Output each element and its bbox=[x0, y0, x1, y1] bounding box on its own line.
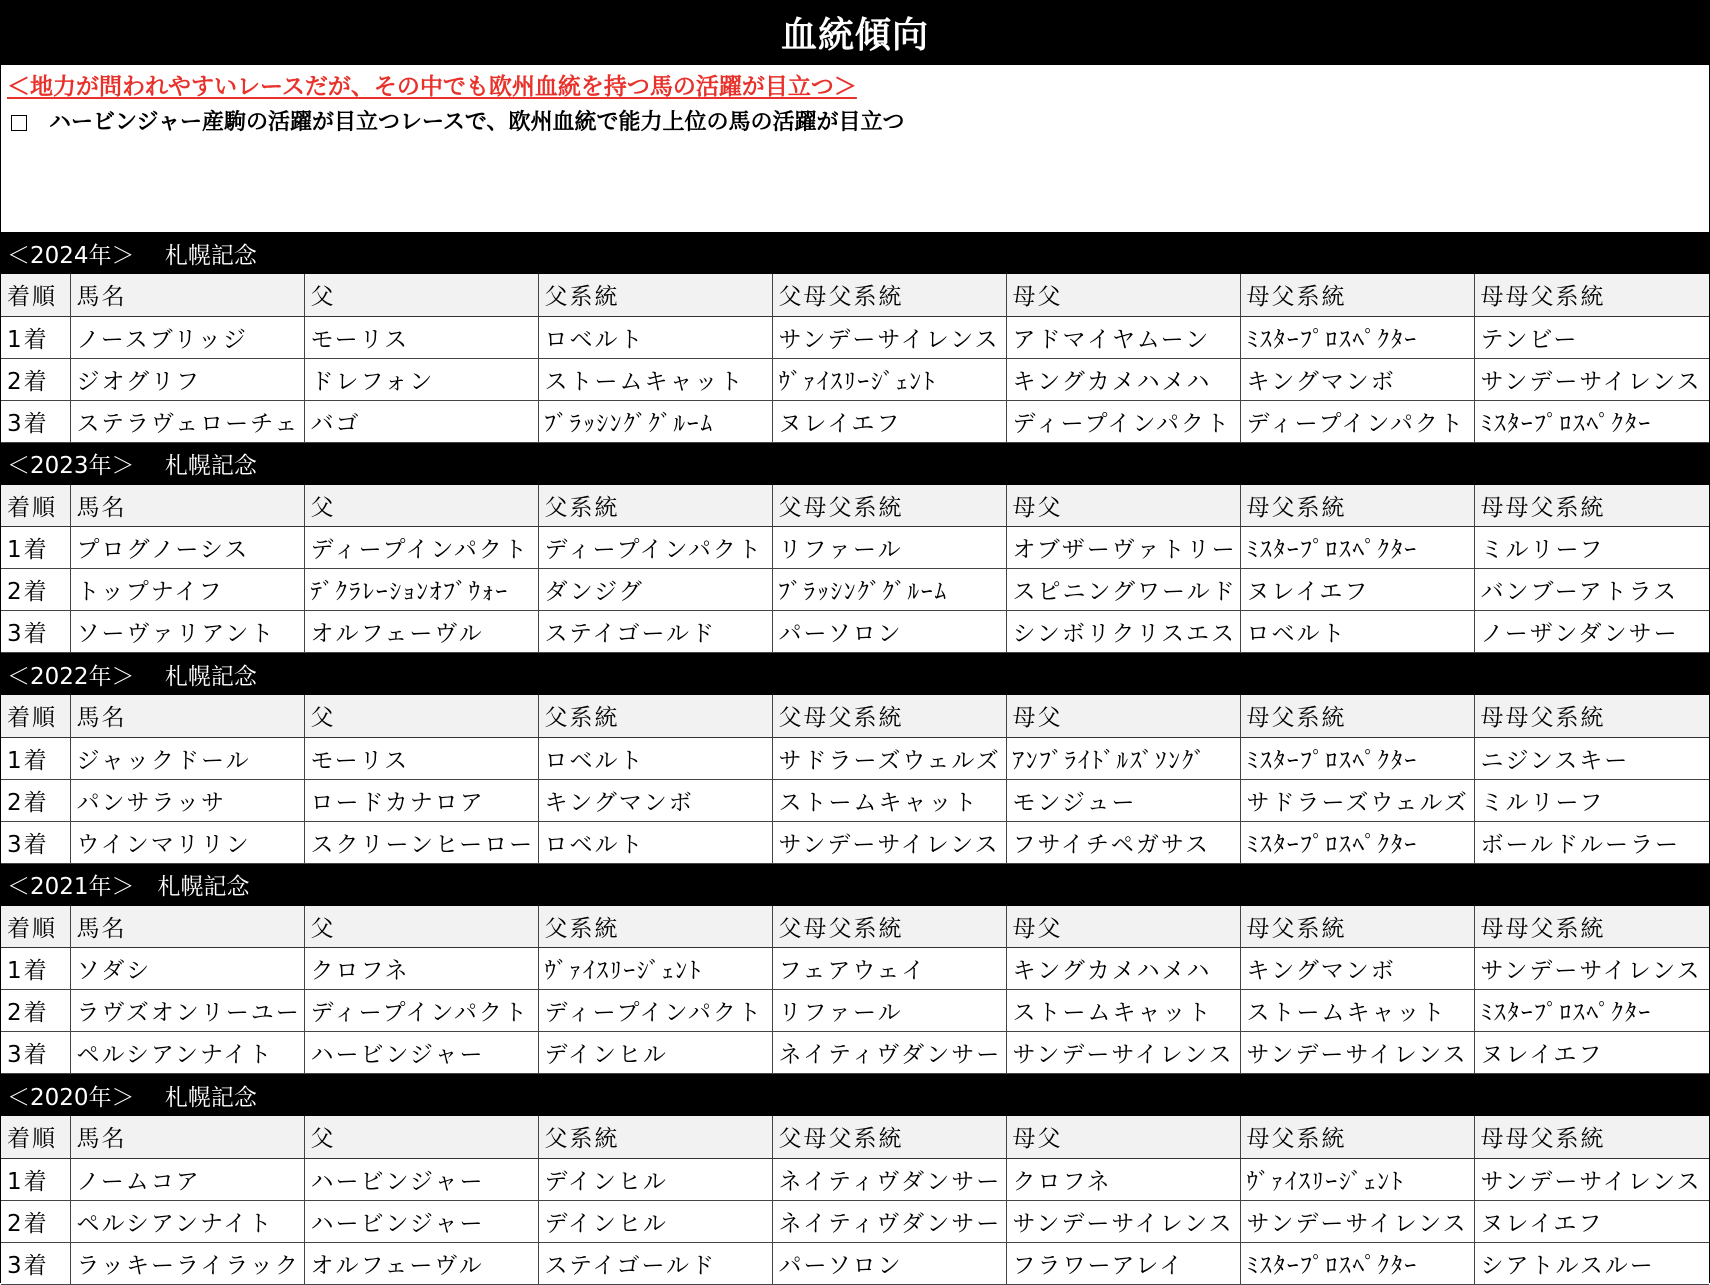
table-cell: 1着 bbox=[1, 527, 70, 569]
table-cell: ﾐｽﾀｰﾌﾟﾛｽﾍﾟｸﾀｰ bbox=[1240, 316, 1474, 358]
table-cell: デインヒル bbox=[538, 1032, 772, 1074]
column-header: 父母父系統 bbox=[772, 1116, 1006, 1158]
column-header: 父系統 bbox=[538, 274, 772, 316]
table-cell: サンデーサイレンス bbox=[1006, 1032, 1240, 1074]
table-cell: キングマンボ bbox=[1240, 948, 1474, 990]
table-cell: 1着 bbox=[1, 1158, 70, 1200]
table-row bbox=[1, 737, 1709, 779]
table-cell: ヌレイエフ bbox=[772, 400, 1006, 442]
column-header: 父 bbox=[304, 274, 538, 316]
table-cell: フサイチペガサス bbox=[1006, 821, 1240, 863]
table-row bbox=[1, 1200, 1709, 1242]
table-cell: クロフネ bbox=[304, 948, 538, 990]
checkbox-icon bbox=[11, 115, 27, 131]
table-cell: ミルリーフ bbox=[1474, 779, 1709, 821]
column-header: 母母父系統 bbox=[1474, 695, 1709, 737]
table-cell: サンデーサイレンス bbox=[1240, 1200, 1474, 1242]
column-header: 着順 bbox=[1, 274, 70, 316]
column-header: 馬名 bbox=[70, 1116, 304, 1158]
table-cell: サンデーサイレンス bbox=[1240, 1032, 1474, 1074]
table-cell: リファール bbox=[772, 990, 1006, 1032]
table-row bbox=[1, 990, 1709, 1032]
table-cell: パーソロン bbox=[772, 611, 1006, 653]
table-cell: ディープインパクト bbox=[538, 527, 772, 569]
table-cell: アドマイヤムーン bbox=[1006, 316, 1240, 358]
table-cell: バゴ bbox=[304, 400, 538, 442]
table-row bbox=[1, 611, 1709, 653]
table-row bbox=[1, 1242, 1709, 1284]
table-cell: ノーザンダンサー bbox=[1474, 611, 1709, 653]
table-cell: サンデーサイレンス bbox=[1474, 1158, 1709, 1200]
table-header-row bbox=[1, 695, 1709, 737]
table-cell: ロベルト bbox=[538, 316, 772, 358]
table-row bbox=[1, 316, 1709, 358]
table-cell: プログノーシス bbox=[70, 527, 304, 569]
table-cell: サドラーズウェルズ bbox=[772, 737, 1006, 779]
table-cell: ﾃﾞｸﾗﾚｰｼｮﾝｵﾌﾞｳｫｰ bbox=[304, 569, 538, 611]
table-row bbox=[1, 527, 1709, 569]
table-cell: キングマンボ bbox=[1240, 358, 1474, 400]
table-header-row bbox=[1, 906, 1709, 948]
table-cell: ネイティヴダンサー bbox=[772, 1200, 1006, 1242]
table-cell: オブザーヴァトリー bbox=[1006, 527, 1240, 569]
column-header: 母父系統 bbox=[1240, 695, 1474, 737]
section-header: ＜2024年＞ 札幌記念 bbox=[1, 232, 1709, 274]
results-table bbox=[1, 1116, 1709, 1285]
table-cell: ﾐｽﾀｰﾌﾟﾛｽﾍﾟｸﾀｰ bbox=[1240, 527, 1474, 569]
table-cell: オルフェーヴル bbox=[304, 1242, 538, 1284]
results-table bbox=[1, 695, 1709, 864]
table-cell: スクリーンヒーロー bbox=[304, 821, 538, 863]
column-header: 母父 bbox=[1006, 1116, 1240, 1158]
table-cell: ネイティヴダンサー bbox=[772, 1158, 1006, 1200]
table-cell: 2着 bbox=[1, 779, 70, 821]
table-row bbox=[1, 779, 1709, 821]
table-cell: 3着 bbox=[1, 400, 70, 442]
table-row bbox=[1, 569, 1709, 611]
column-header: 父 bbox=[304, 1116, 538, 1158]
column-header: 母父系統 bbox=[1240, 274, 1474, 316]
table-cell: ｳﾞｧｲｽﾘｰｼﾞｪﾝﾄ bbox=[1240, 1158, 1474, 1200]
column-header: 母父系統 bbox=[1240, 1116, 1474, 1158]
table-cell: フェアウェイ bbox=[772, 948, 1006, 990]
table-cell: 1着 bbox=[1, 316, 70, 358]
table-cell: バンブーアトラス bbox=[1474, 569, 1709, 611]
table-cell: キングカメハメハ bbox=[1006, 358, 1240, 400]
column-header: 父 bbox=[304, 485, 538, 527]
column-header: 母母父系統 bbox=[1474, 485, 1709, 527]
table-cell: ステラヴェローチェ bbox=[70, 400, 304, 442]
table-cell: ニジンスキー bbox=[1474, 737, 1709, 779]
table-cell: ネイティヴダンサー bbox=[772, 1032, 1006, 1074]
table-cell: ストームキャット bbox=[538, 358, 772, 400]
column-header: 母母父系統 bbox=[1474, 274, 1709, 316]
table-cell: デインヒル bbox=[538, 1158, 772, 1200]
table-cell: サンデーサイレンス bbox=[1474, 358, 1709, 400]
table-cell: 2着 bbox=[1, 569, 70, 611]
table-cell: ﾐｽﾀｰﾌﾟﾛｽﾍﾟｸﾀｰ bbox=[1240, 1242, 1474, 1284]
column-header: 母父系統 bbox=[1240, 485, 1474, 527]
table-cell: ディープインパクト bbox=[304, 990, 538, 1032]
page-title-text: 血統傾向 bbox=[780, 15, 929, 56]
table-cell: ウインマリリン bbox=[70, 821, 304, 863]
table-cell: パーソロン bbox=[772, 1242, 1006, 1284]
table-cell: ﾐｽﾀｰﾌﾟﾛｽﾍﾟｸﾀｰ bbox=[1474, 400, 1709, 442]
results-table bbox=[1, 906, 1709, 1075]
table-cell: ヌレイエフ bbox=[1240, 569, 1474, 611]
table-cell: ﾐｽﾀｰﾌﾟﾛｽﾍﾟｸﾀｰ bbox=[1474, 990, 1709, 1032]
column-header: 母父 bbox=[1006, 906, 1240, 948]
table-header-row bbox=[1, 274, 1709, 316]
column-header: 着順 bbox=[1, 906, 70, 948]
column-header: 父母父系統 bbox=[772, 274, 1006, 316]
table-cell: ロベルト bbox=[538, 737, 772, 779]
column-header: 母父 bbox=[1006, 485, 1240, 527]
table-cell: モーリス bbox=[304, 737, 538, 779]
table-cell: モンジュー bbox=[1006, 779, 1240, 821]
table-cell: 3着 bbox=[1, 821, 70, 863]
column-header: 馬名 bbox=[70, 485, 304, 527]
table-cell: 3着 bbox=[1, 1242, 70, 1284]
table-cell: 3着 bbox=[1, 611, 70, 653]
note-text: ハービンジャー産駒の活躍が目立つレースで、欧州血統で能力上位の馬の活躍が目立つ bbox=[49, 110, 905, 135]
table-cell: ｱﾝﾌﾞﾗｲﾄﾞﾙｽﾞｿﾝｸﾞ bbox=[1006, 737, 1240, 779]
table-cell: テンビー bbox=[1474, 316, 1709, 358]
table-cell: ﾐｽﾀｰﾌﾟﾛｽﾍﾟｸﾀｰ bbox=[1240, 737, 1474, 779]
column-header: 父系統 bbox=[538, 485, 772, 527]
table-cell: ｳﾞｧｲｽﾘｰｼﾞｪﾝﾄ bbox=[538, 948, 772, 990]
table-cell: ﾌﾞﾗｯｼﾝｸﾞｸﾞﾙｰﾑ bbox=[772, 569, 1006, 611]
column-header: 父母父系統 bbox=[772, 695, 1006, 737]
column-header: 馬名 bbox=[70, 274, 304, 316]
column-header: 父系統 bbox=[538, 695, 772, 737]
table-cell: デインヒル bbox=[538, 1200, 772, 1242]
table-cell: ラッキーライラック bbox=[70, 1242, 304, 1284]
intro-panel bbox=[1, 65, 1709, 232]
table-cell: クロフネ bbox=[1006, 1158, 1240, 1200]
table-cell: サンデーサイレンス bbox=[772, 316, 1006, 358]
column-header: 父系統 bbox=[538, 1116, 772, 1158]
table-row bbox=[1, 1158, 1709, 1200]
table-cell: ロードカナロア bbox=[304, 779, 538, 821]
column-header: 馬名 bbox=[70, 906, 304, 948]
table-cell: ロベルト bbox=[1240, 611, 1474, 653]
table-cell: ジャックドール bbox=[70, 737, 304, 779]
column-header: 母母父系統 bbox=[1474, 906, 1709, 948]
table-cell: 2着 bbox=[1, 1200, 70, 1242]
table-cell: ﾌﾞﾗｯｼﾝｸﾞｸﾞﾙｰﾑ bbox=[538, 400, 772, 442]
page-title bbox=[1, 0, 1709, 65]
table-cell: ノームコア bbox=[70, 1158, 304, 1200]
table-cell: リファール bbox=[772, 527, 1006, 569]
table-cell: ハービンジャー bbox=[304, 1158, 538, 1200]
table-cell: キングマンボ bbox=[538, 779, 772, 821]
table-cell: ハービンジャー bbox=[304, 1032, 538, 1074]
table-row bbox=[1, 821, 1709, 863]
table-cell: フラワーアレイ bbox=[1006, 1242, 1240, 1284]
table-cell: キングカメハメハ bbox=[1006, 948, 1240, 990]
table-cell: ｳﾞｧｲｽﾘｰｼﾞｪﾝﾄ bbox=[772, 358, 1006, 400]
results-table bbox=[1, 274, 1709, 443]
column-header: 着順 bbox=[1, 1116, 70, 1158]
table-cell: ステイゴールド bbox=[538, 1242, 772, 1284]
table-cell: ストームキャット bbox=[1240, 990, 1474, 1032]
column-header: 母父 bbox=[1006, 274, 1240, 316]
table-cell: シンボリクリスエス bbox=[1006, 611, 1240, 653]
column-header: 母父系統 bbox=[1240, 906, 1474, 948]
table-cell: 1着 bbox=[1, 948, 70, 990]
note-line bbox=[7, 105, 1703, 141]
table-cell: ヌレイエフ bbox=[1474, 1032, 1709, 1074]
table-cell: ノースブリッジ bbox=[70, 316, 304, 358]
table-cell: 1着 bbox=[1, 737, 70, 779]
column-header: 父母父系統 bbox=[772, 485, 1006, 527]
table-cell: ソーヴァリアント bbox=[70, 611, 304, 653]
table-cell: 2着 bbox=[1, 358, 70, 400]
column-header: 着順 bbox=[1, 695, 70, 737]
table-row bbox=[1, 358, 1709, 400]
table-cell: ディープインパクト bbox=[538, 990, 772, 1032]
table-cell: サンデーサイレンス bbox=[1474, 948, 1709, 990]
column-header: 父母父系統 bbox=[772, 906, 1006, 948]
results-table bbox=[1, 485, 1709, 654]
table-row bbox=[1, 1032, 1709, 1074]
table-cell: サンデーサイレンス bbox=[772, 821, 1006, 863]
table-cell: オルフェーヴル bbox=[304, 611, 538, 653]
table-cell: ディープインパクト bbox=[1240, 400, 1474, 442]
column-header: 父 bbox=[304, 906, 538, 948]
table-row bbox=[1, 948, 1709, 990]
table-cell: ソダシ bbox=[70, 948, 304, 990]
table-cell: スピニングワールド bbox=[1006, 569, 1240, 611]
column-header: 父 bbox=[304, 695, 538, 737]
table-cell: ディープインパクト bbox=[1006, 400, 1240, 442]
column-header: 母父 bbox=[1006, 695, 1240, 737]
section-header: ＜2023年＞ 札幌記念 bbox=[1, 443, 1709, 485]
section-header: ＜2020年＞ 札幌記念 bbox=[1, 1074, 1709, 1116]
table-cell: ディープインパクト bbox=[304, 527, 538, 569]
table-cell: シアトルスルー bbox=[1474, 1242, 1709, 1284]
table-cell: ラヴズオンリーユー bbox=[70, 990, 304, 1032]
section-header: ＜2021年＞ 札幌記念 bbox=[1, 864, 1709, 906]
table-cell: ハービンジャー bbox=[304, 1200, 538, 1242]
table-cell: ロベルト bbox=[538, 821, 772, 863]
table-cell: パンサラッサ bbox=[70, 779, 304, 821]
table-cell: サンデーサイレンス bbox=[1006, 1200, 1240, 1242]
table-cell: 3着 bbox=[1, 1032, 70, 1074]
table-cell: ステイゴールド bbox=[538, 611, 772, 653]
results-sections bbox=[1, 232, 1709, 1285]
column-header: 着順 bbox=[1, 485, 70, 527]
table-cell: ストームキャット bbox=[1006, 990, 1240, 1032]
table-row bbox=[1, 400, 1709, 442]
table-cell: サドラーズウェルズ bbox=[1240, 779, 1474, 821]
table-cell: ミルリーフ bbox=[1474, 527, 1709, 569]
column-header: 父系統 bbox=[538, 906, 772, 948]
column-header: 馬名 bbox=[70, 695, 304, 737]
table-cell: ジオグリフ bbox=[70, 358, 304, 400]
column-header: 母母父系統 bbox=[1474, 1116, 1709, 1158]
subtitle: ＜地力が問われやすいレースだが、その中でも欧州血統を持つ馬の活躍が目立つ＞ bbox=[7, 74, 857, 100]
table-cell: トップナイフ bbox=[70, 569, 304, 611]
table-cell: ダンジグ bbox=[538, 569, 772, 611]
table-cell: 2着 bbox=[1, 990, 70, 1032]
table-header-row bbox=[1, 485, 1709, 527]
section-header: ＜2022年＞ 札幌記念 bbox=[1, 653, 1709, 695]
table-cell: ﾐｽﾀｰﾌﾟﾛｽﾍﾟｸﾀｰ bbox=[1240, 821, 1474, 863]
table-cell: ペルシアンナイト bbox=[70, 1200, 304, 1242]
table-cell: ドレフォン bbox=[304, 358, 538, 400]
table-cell: ペルシアンナイト bbox=[70, 1032, 304, 1074]
table-cell: モーリス bbox=[304, 316, 538, 358]
table-cell: ストームキャット bbox=[772, 779, 1006, 821]
table-cell: ボールドルーラー bbox=[1474, 821, 1709, 863]
table-cell: ヌレイエフ bbox=[1474, 1200, 1709, 1242]
table-header-row bbox=[1, 1116, 1709, 1158]
